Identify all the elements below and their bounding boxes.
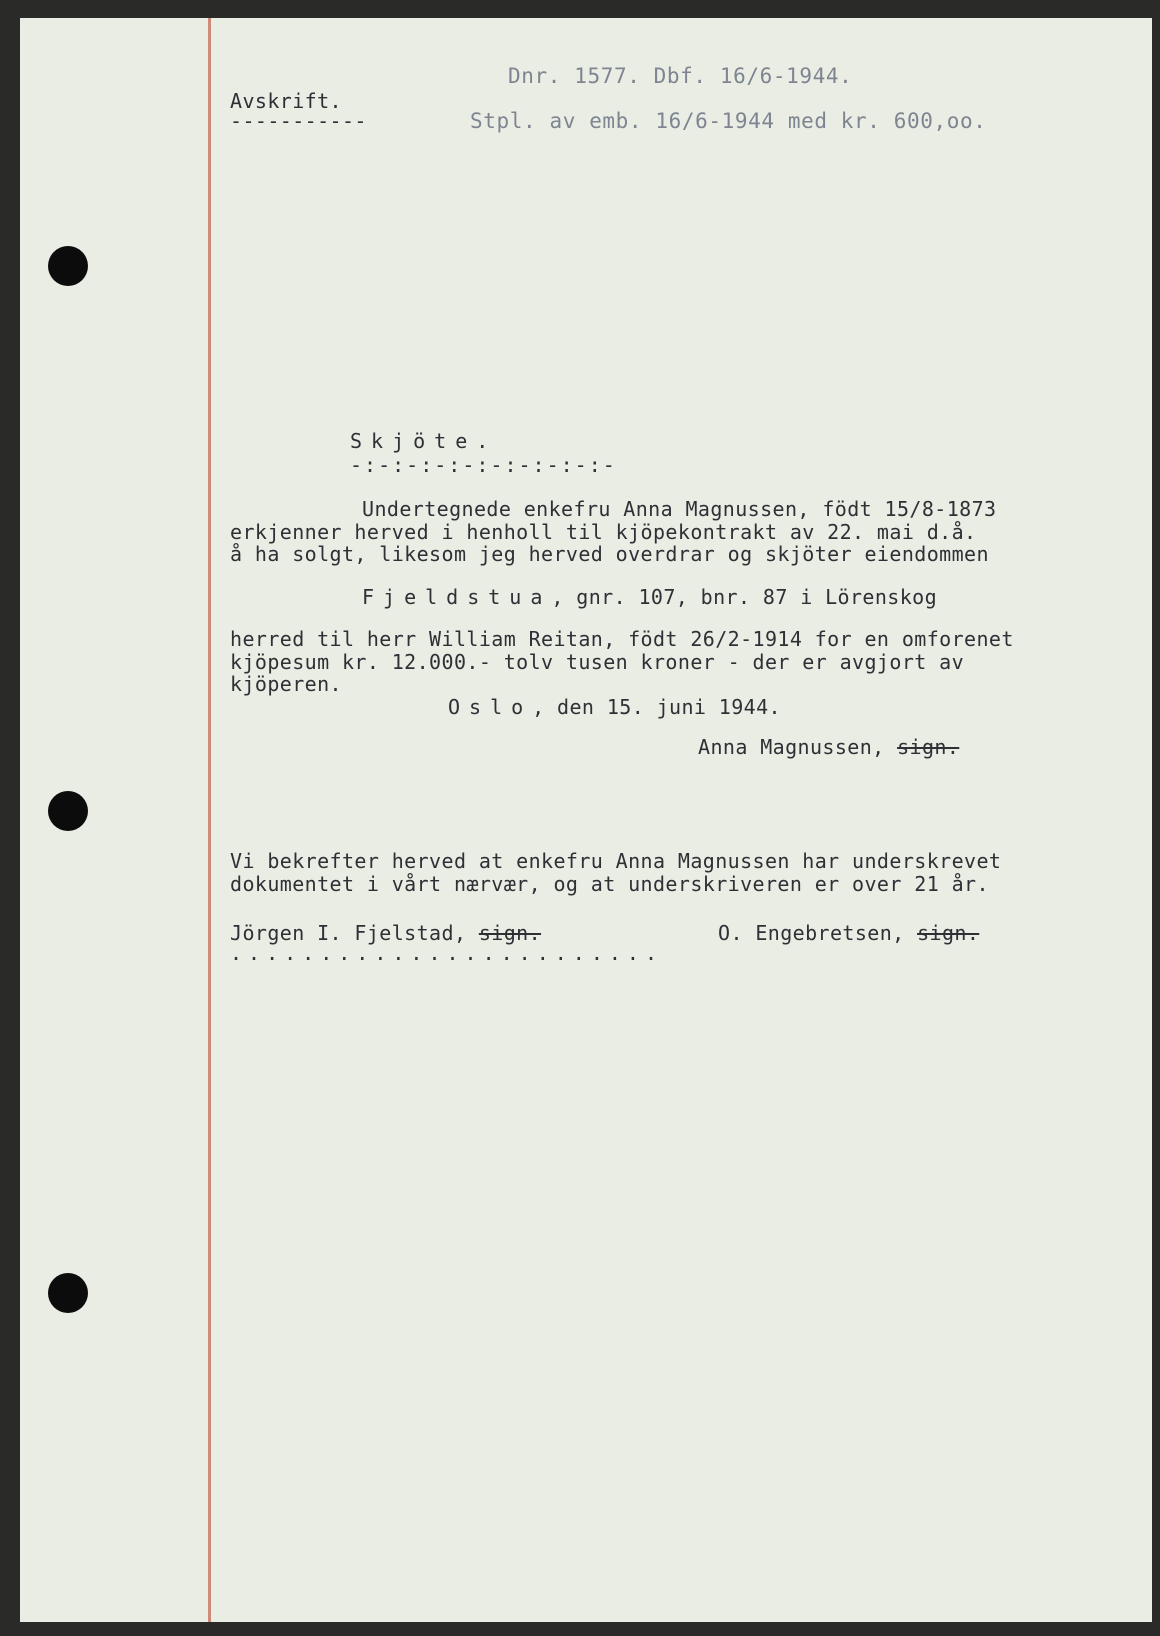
witness-line: dokumentet i vårt nærvær, og at underskriveren er over 21 år. (230, 872, 989, 896)
place-name: Oslo (448, 695, 533, 719)
margin-line (208, 18, 211, 1622)
deed-line: å ha solgt, likesom jeg herved overdrar og skjöter eiendommen (230, 542, 989, 566)
witness-2-name: O. Engebretsen, (718, 921, 918, 945)
witness-2 (718, 920, 979, 946)
property-line (362, 584, 937, 610)
stamp-line-2: Stpl. av emb. 16/6-1944 med kr. 600,oo. (470, 109, 987, 133)
signer-sign: sign. (897, 735, 960, 759)
signer-line (698, 734, 959, 760)
punch-hole (48, 246, 88, 286)
date-text: , den 15. juni 1944. (532, 695, 781, 719)
deed-line: kjöperen. (230, 672, 342, 696)
deed-title-rule: -:-:-:-:-:-:-:-:-:- (350, 453, 617, 477)
document-page (20, 18, 1152, 1622)
dotted-rule: ........................ (230, 941, 663, 965)
deed-line: erkjenner herved i henholl til kjöpekontrakt av 22. mai d.å. (230, 520, 977, 544)
avskrift-label: Avskrift. (230, 89, 342, 113)
witness-line: Vi bekrefter herved at enkefru Anna Magnussen har underskrevet (230, 849, 1002, 873)
property-details: , gnr. 107, bnr. 87 i Lörenskog (551, 585, 938, 609)
deed-line: kjöpesum kr. 12.000.- tolv tusen kroner - der er avgjort av (230, 650, 965, 674)
punch-hole (48, 791, 88, 831)
signer-name: Anna Magnussen, (698, 735, 898, 759)
deed-line: herred til herr William Reitan, födt 26/2-1914 for en omforenet (230, 627, 1014, 651)
deed-title: Skjöte. (350, 429, 498, 453)
witness-1-sign: sign. (478, 921, 542, 945)
deed-line: Undertegnede enkefru Anna Magnussen, födt 15/8-1873 (362, 497, 997, 521)
stamp-line-1: Dnr. 1577. Dbf. 16/6-1944. (508, 64, 853, 88)
witness-2-sign: sign. (917, 921, 980, 945)
place-date-line (448, 694, 781, 720)
punch-hole (48, 1273, 88, 1313)
avskrift-rule: ----------- (230, 109, 367, 133)
witness-1-name: Jörgen I. Fjelstad, (230, 921, 479, 945)
property-name: Fjeldstua (362, 585, 552, 609)
